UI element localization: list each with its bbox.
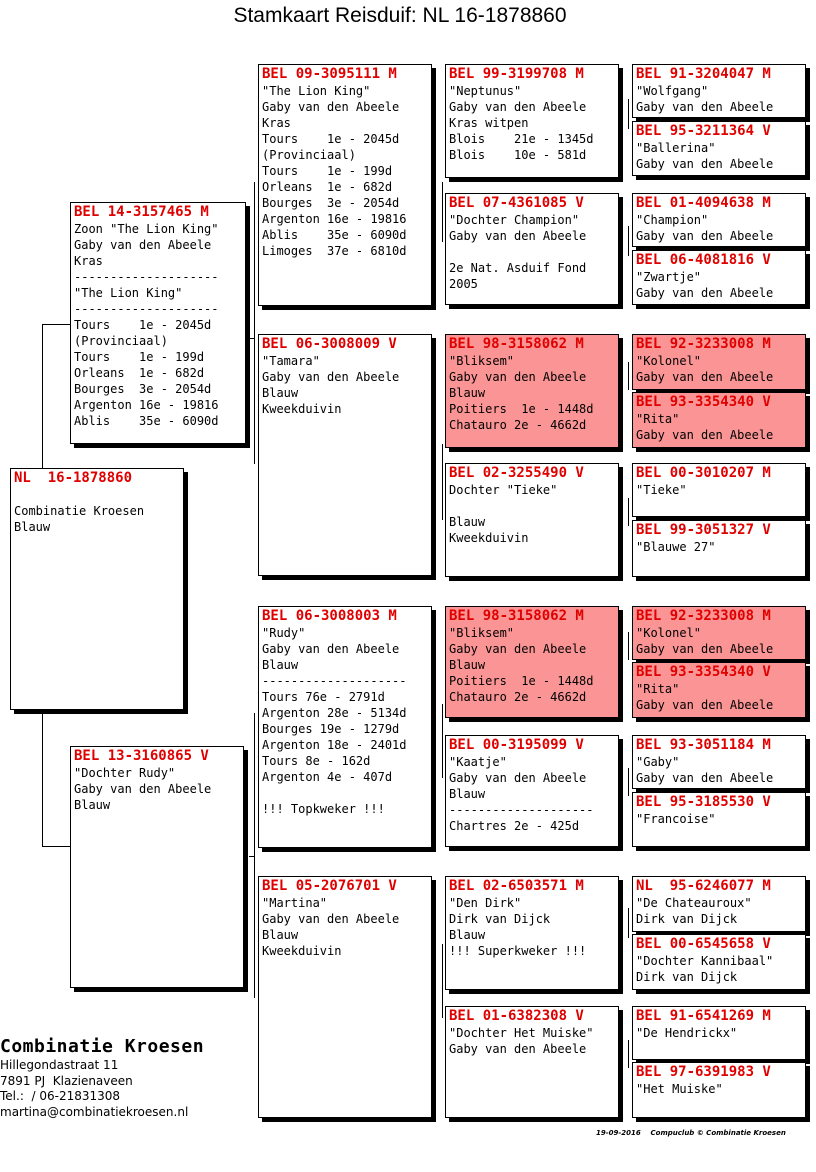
pedigree-card-gen3-2 [445,193,619,305]
pedigree-card-sire-dam [258,334,432,576]
pedigree-card-gen4-7 [632,463,806,517]
ring-number: BEL 95-3185530 V [636,794,771,810]
card-line: Dirk van Dijck [449,912,551,926]
footer [596,1129,786,1137]
ring-number: BEL 05-2076701 V [262,878,397,894]
card-details [636,953,802,985]
card-line: Chartres 2e - 425d [449,819,580,833]
ring-number: BEL 06-4081816 V [636,252,771,268]
pedigree-card-gen3-3 [445,334,619,448]
card-line: Argenton 16e - 19816 [74,398,219,412]
card-line: Blauw [449,515,486,529]
card-details [636,269,802,301]
card-line: Ablis 35e - 6090d [262,228,407,242]
card-line: Bourges 19e - 1279d [262,722,400,736]
card-line: Poitiers 1e - 1448d [449,674,594,688]
card-line: Tours 1e - 2045d [262,132,400,146]
ring-number: BEL 07-4361085 V [449,195,584,211]
card-line: Blois 21e - 1345d [449,132,594,146]
card-details [636,895,802,927]
card-line [14,487,180,503]
card-line: Gaby van den Abeele [74,782,212,796]
card-line [449,244,615,260]
pedigree-card-gen3-7 [445,876,619,990]
card-details [636,140,802,172]
ring-number: BEL 00-3010207 M [636,465,771,481]
pedigree-card-gen4-14 [632,934,806,990]
card-line: Chatauro 2e - 4662d [449,690,587,704]
card-line: Gaby van den Abeele [74,238,212,252]
card-line: Gaby van den Abeele [636,642,774,656]
card-details [449,83,615,163]
card-line: Gaby van den Abeele [449,1042,587,1056]
card-line: Orleans 1e - 682d [262,180,393,194]
pedigree-card-dam-dam [258,876,432,1118]
owner-name: Combinatie Kroesen [0,1036,205,1057]
ring-number: BEL 99-3051327 V [636,522,771,538]
ring-number: BEL 93-3354340 V [636,664,771,680]
ring-number: BEL 92-3233008 M [636,336,771,352]
ring-number: BEL 91-6541269 M [636,1008,771,1024]
card-line: "Kaatje" [449,755,507,769]
card-line: Gaby van den Abeele [262,912,400,926]
card-details [636,1025,802,1041]
connector [628,768,629,796]
card-line: Combinatie Kroesen [14,504,145,518]
pedigree-card-gen4-2 [632,121,806,176]
address-line: Hillegondastraat 11 [0,1058,119,1072]
card-line: Kweekduivin [449,531,529,545]
card-line: (Provinciaal) [74,334,168,348]
card-details [449,353,615,433]
card-line: Argenton 28e - 5134d [262,706,407,720]
pedigree-card-sire [70,202,246,444]
card-line: "Rudy" [262,626,306,640]
card-line: (Provinciaal) [262,148,356,162]
connector [442,944,443,1018]
card-line: Ablis 35e - 6090d [74,414,219,428]
card-line: Gaby van den Abeele [262,370,400,384]
card-line: "De Chateauroux" [636,896,752,910]
card-line: Gaby van den Abeele [449,771,587,785]
card-details [636,1081,802,1097]
ring-number: BEL 93-3051184 M [636,737,771,753]
card-line: "Ballerina" [636,141,716,155]
card-line: Tours 1e - 199d [74,350,205,364]
ring-number: BEL 06-3008009 V [262,336,397,352]
ring-number: BEL 93-3354340 V [636,394,771,410]
card-line: Poitiers 1e - 1448d [449,402,594,416]
pedigree-card-gen4-1 [632,64,806,118]
card-line: Gaby van den Abeele [262,642,400,656]
ring-number: NL 16-1878860 [14,470,133,486]
card-line: Kras [262,116,291,130]
card-details [262,895,428,959]
card-line: Gaby van den Abeele [636,698,774,712]
ring-number: BEL 13-3160865 V [74,748,209,764]
ring-number: BEL 06-3008003 M [262,608,397,624]
card-line: Blauw [262,386,299,400]
ring-number: BEL 98-3158062 M [449,336,584,352]
connector [628,632,629,660]
card-line: Gaby van den Abeele [636,428,774,442]
card-line: "De Hendrickx" [636,1026,738,1040]
ring-number: BEL 02-3255490 V [449,465,584,481]
card-line: Dirk van Dijck [636,912,738,926]
card-line: Gaby van den Abeele [449,642,587,656]
connector [628,226,629,256]
card-line: "Het Muiske" [636,1082,723,1096]
card-details [636,83,802,115]
card-line: Blauw [449,386,486,400]
card-line: -------------------- [74,270,219,284]
card-line: Gaby van den Abeele [262,100,400,114]
card-details [636,539,802,555]
connector [628,1040,629,1068]
card-line [262,785,428,801]
pedigree-card-gen4-8 [632,520,806,577]
address-line: 7891 PJ Klazienaveen [0,1073,133,1088]
pedigree-card-gen3-1 [445,64,619,178]
ring-number: BEL 98-3158062 M [449,608,584,624]
card-line: Argenton 18e - 2401d [262,738,407,752]
pedigree-card-gen3-4 [445,463,619,577]
card-line: Gaby van den Abeele [449,370,587,384]
card-details [449,1025,615,1057]
pedigree-card-gen4-4 [632,250,806,305]
card-details [636,353,802,385]
card-line: Kras witpen [449,116,529,130]
card-line: -------------------- [74,302,219,316]
card-line: Bourges 3e - 2054d [74,382,212,396]
card-line: Blauw [449,787,486,801]
card-details [14,487,180,535]
card-line: "Rita" [636,682,680,696]
ring-number: BEL 92-3233008 M [636,608,771,624]
pedigree-card-gen3-5 [445,606,619,718]
card-details [449,895,615,959]
card-line: "Dochter Het Muiske" [449,1026,594,1040]
card-details [636,754,802,786]
connector [628,498,629,526]
pedigree-card-gen4-11 [632,735,806,789]
card-details [636,212,802,244]
connector [628,908,629,938]
card-details [636,625,802,657]
connector [254,713,255,998]
card-line: -------------------- [449,803,594,817]
card-line: Argenton 16e - 19816 [262,212,407,226]
card-line: Blauw [449,928,486,942]
pedigree-card-subject [10,468,184,710]
card-line: "Dochter Rudy" [74,766,176,780]
address-line: martina@combinatiekroesen.nl [0,1104,189,1119]
card-line: 2e Nat. Asduif Fond [449,261,587,275]
footer-credit: Compuclub © Combinatie Kroesen [650,1129,786,1137]
card-line: "Tamara" [262,354,320,368]
card-line: Kweekduivin [262,944,342,958]
pedigree-card-sire-sire [258,64,432,306]
card-line: Zoon "The Lion King" [74,222,219,236]
card-line: Kras [74,254,103,268]
pedigree-card-gen3-8 [445,1006,619,1118]
ring-number: NL 95-6246077 M [636,878,771,894]
card-line: Tours 1e - 2045d [74,318,212,332]
card-line: Blois 10e - 581d [449,148,587,162]
card-line: Tours 1e - 199d [262,164,393,178]
card-line: Blauw [449,658,486,672]
card-line: Gaby van den Abeele [449,100,587,114]
ring-number: BEL 09-3095111 M [262,66,397,82]
page-title: Stamkaart Reisduif: NL 16-1878860 [233,4,567,27]
footer-date: 19-09-2016 [596,1129,641,1137]
pedigree-card-gen3-6 [445,735,619,847]
pedigree-card-gen4-3 [632,193,806,247]
card-line: Gaby van den Abeele [636,157,774,171]
ring-number: BEL 01-6382308 V [449,1008,584,1024]
connector [254,182,255,464]
card-details [449,482,615,546]
card-line: "The Lion King" [74,286,183,300]
ring-number: BEL 00-6545658 V [636,936,771,952]
pedigree-card-gen4-6 [632,392,806,448]
card-line: Tours 8e - 162d [262,754,371,768]
card-details [449,212,615,292]
connector [42,324,72,325]
pedigree-card-gen4-16 [632,1062,806,1118]
connector [249,856,254,857]
card-line: Gaby van den Abeele [636,771,774,785]
connector [628,99,629,129]
pedigree-card-dam [70,746,244,988]
pedigree-card-gen4-12 [632,792,806,847]
connector [442,704,443,778]
ring-number: BEL 99-3199708 M [449,66,584,82]
card-details [262,83,428,259]
card-line: Gaby van den Abeele [636,100,774,114]
ring-number: BEL 95-3211364 V [636,123,771,139]
connector [42,324,43,468]
card-details [636,681,802,713]
card-line: "Den Dirk" [449,896,522,910]
pedigree-card-gen4-10 [632,662,806,718]
card-line: Orleans 1e - 682d [74,366,205,380]
ring-number: BEL 14-3157465 M [74,204,209,220]
card-line: Chatauro 2e - 4662d [449,418,587,432]
card-line: "Blauwe 27" [636,540,716,554]
card-line: Blauw [262,928,299,942]
card-line: "Champion" [636,213,709,227]
card-line: "Dochter Champion" [449,213,580,227]
card-details [262,625,428,817]
card-details [74,221,242,429]
card-line: Kweekduivin [262,402,342,416]
ring-number: BEL 01-4094638 M [636,195,771,211]
card-line: !!! Topkweker !!! [262,802,385,816]
card-line: "Kolonel" [636,354,702,368]
connector [42,846,72,847]
card-line: Bourges 3e - 2054d [262,196,400,210]
owner-address [0,1036,204,1120]
card-details [636,811,802,827]
card-details [262,353,428,417]
pedigree-card-gen4-13 [632,876,806,932]
card-line [449,498,615,514]
card-line: Gaby van den Abeele [449,229,587,243]
card-details [636,411,802,443]
pedigree-card-dam-sire [258,606,432,848]
address-line: Tel.: / 06-21831308 [0,1089,121,1103]
card-details [74,765,240,813]
card-details [449,754,615,834]
card-line: "Wolfgang" [636,84,709,98]
card-line: "Gaby" [636,755,680,769]
card-line: "Dochter Kannibaal" [636,954,774,968]
connector [249,338,254,339]
card-line: "Tieke" [636,483,687,497]
card-line: "Rita" [636,412,680,426]
ring-number: BEL 91-3204047 M [636,66,771,82]
card-line: Gaby van den Abeele [636,370,774,384]
card-line: "Bliksem" [449,354,515,368]
ring-number: BEL 00-3195099 V [449,737,584,753]
connector [442,182,443,242]
card-line: Dochter "Tieke" [449,483,558,497]
card-line: Tours 76e - 2791d [262,690,385,704]
card-details [636,482,802,498]
card-details [449,625,615,705]
card-line: "The Lion King" [262,84,371,98]
pedigree-card-gen4-5 [632,334,806,390]
card-line: -------------------- [262,674,407,688]
pedigree-card-gen4-9 [632,606,806,660]
ring-number: BEL 97-6391983 V [636,1064,771,1080]
card-line: Blauw [14,520,51,534]
connector [442,444,443,520]
ring-number: BEL 02-6503571 M [449,878,584,894]
card-line: "Neptunus" [449,84,522,98]
card-line: Gaby van den Abeele [636,286,774,300]
card-line: Limoges 37e - 6810d [262,244,407,258]
card-line: "Kolonel" [636,626,702,640]
card-line: !!! Superkweker !!! [449,944,587,958]
connector [628,362,629,390]
card-line: Blauw [262,658,299,672]
connector [42,710,43,846]
card-line: "Bliksem" [449,626,515,640]
card-line: "Francoise" [636,812,716,826]
card-line: "Martina" [262,896,328,910]
card-line: Blauw [74,798,111,812]
card-line: Dirk van Dijck [636,970,738,984]
card-line: 2005 [449,277,478,291]
card-line: "Zwartje" [636,270,702,284]
card-line: Argenton 4e - 407d [262,770,393,784]
card-line: Gaby van den Abeele [636,229,774,243]
pedigree-card-gen4-15 [632,1006,806,1060]
